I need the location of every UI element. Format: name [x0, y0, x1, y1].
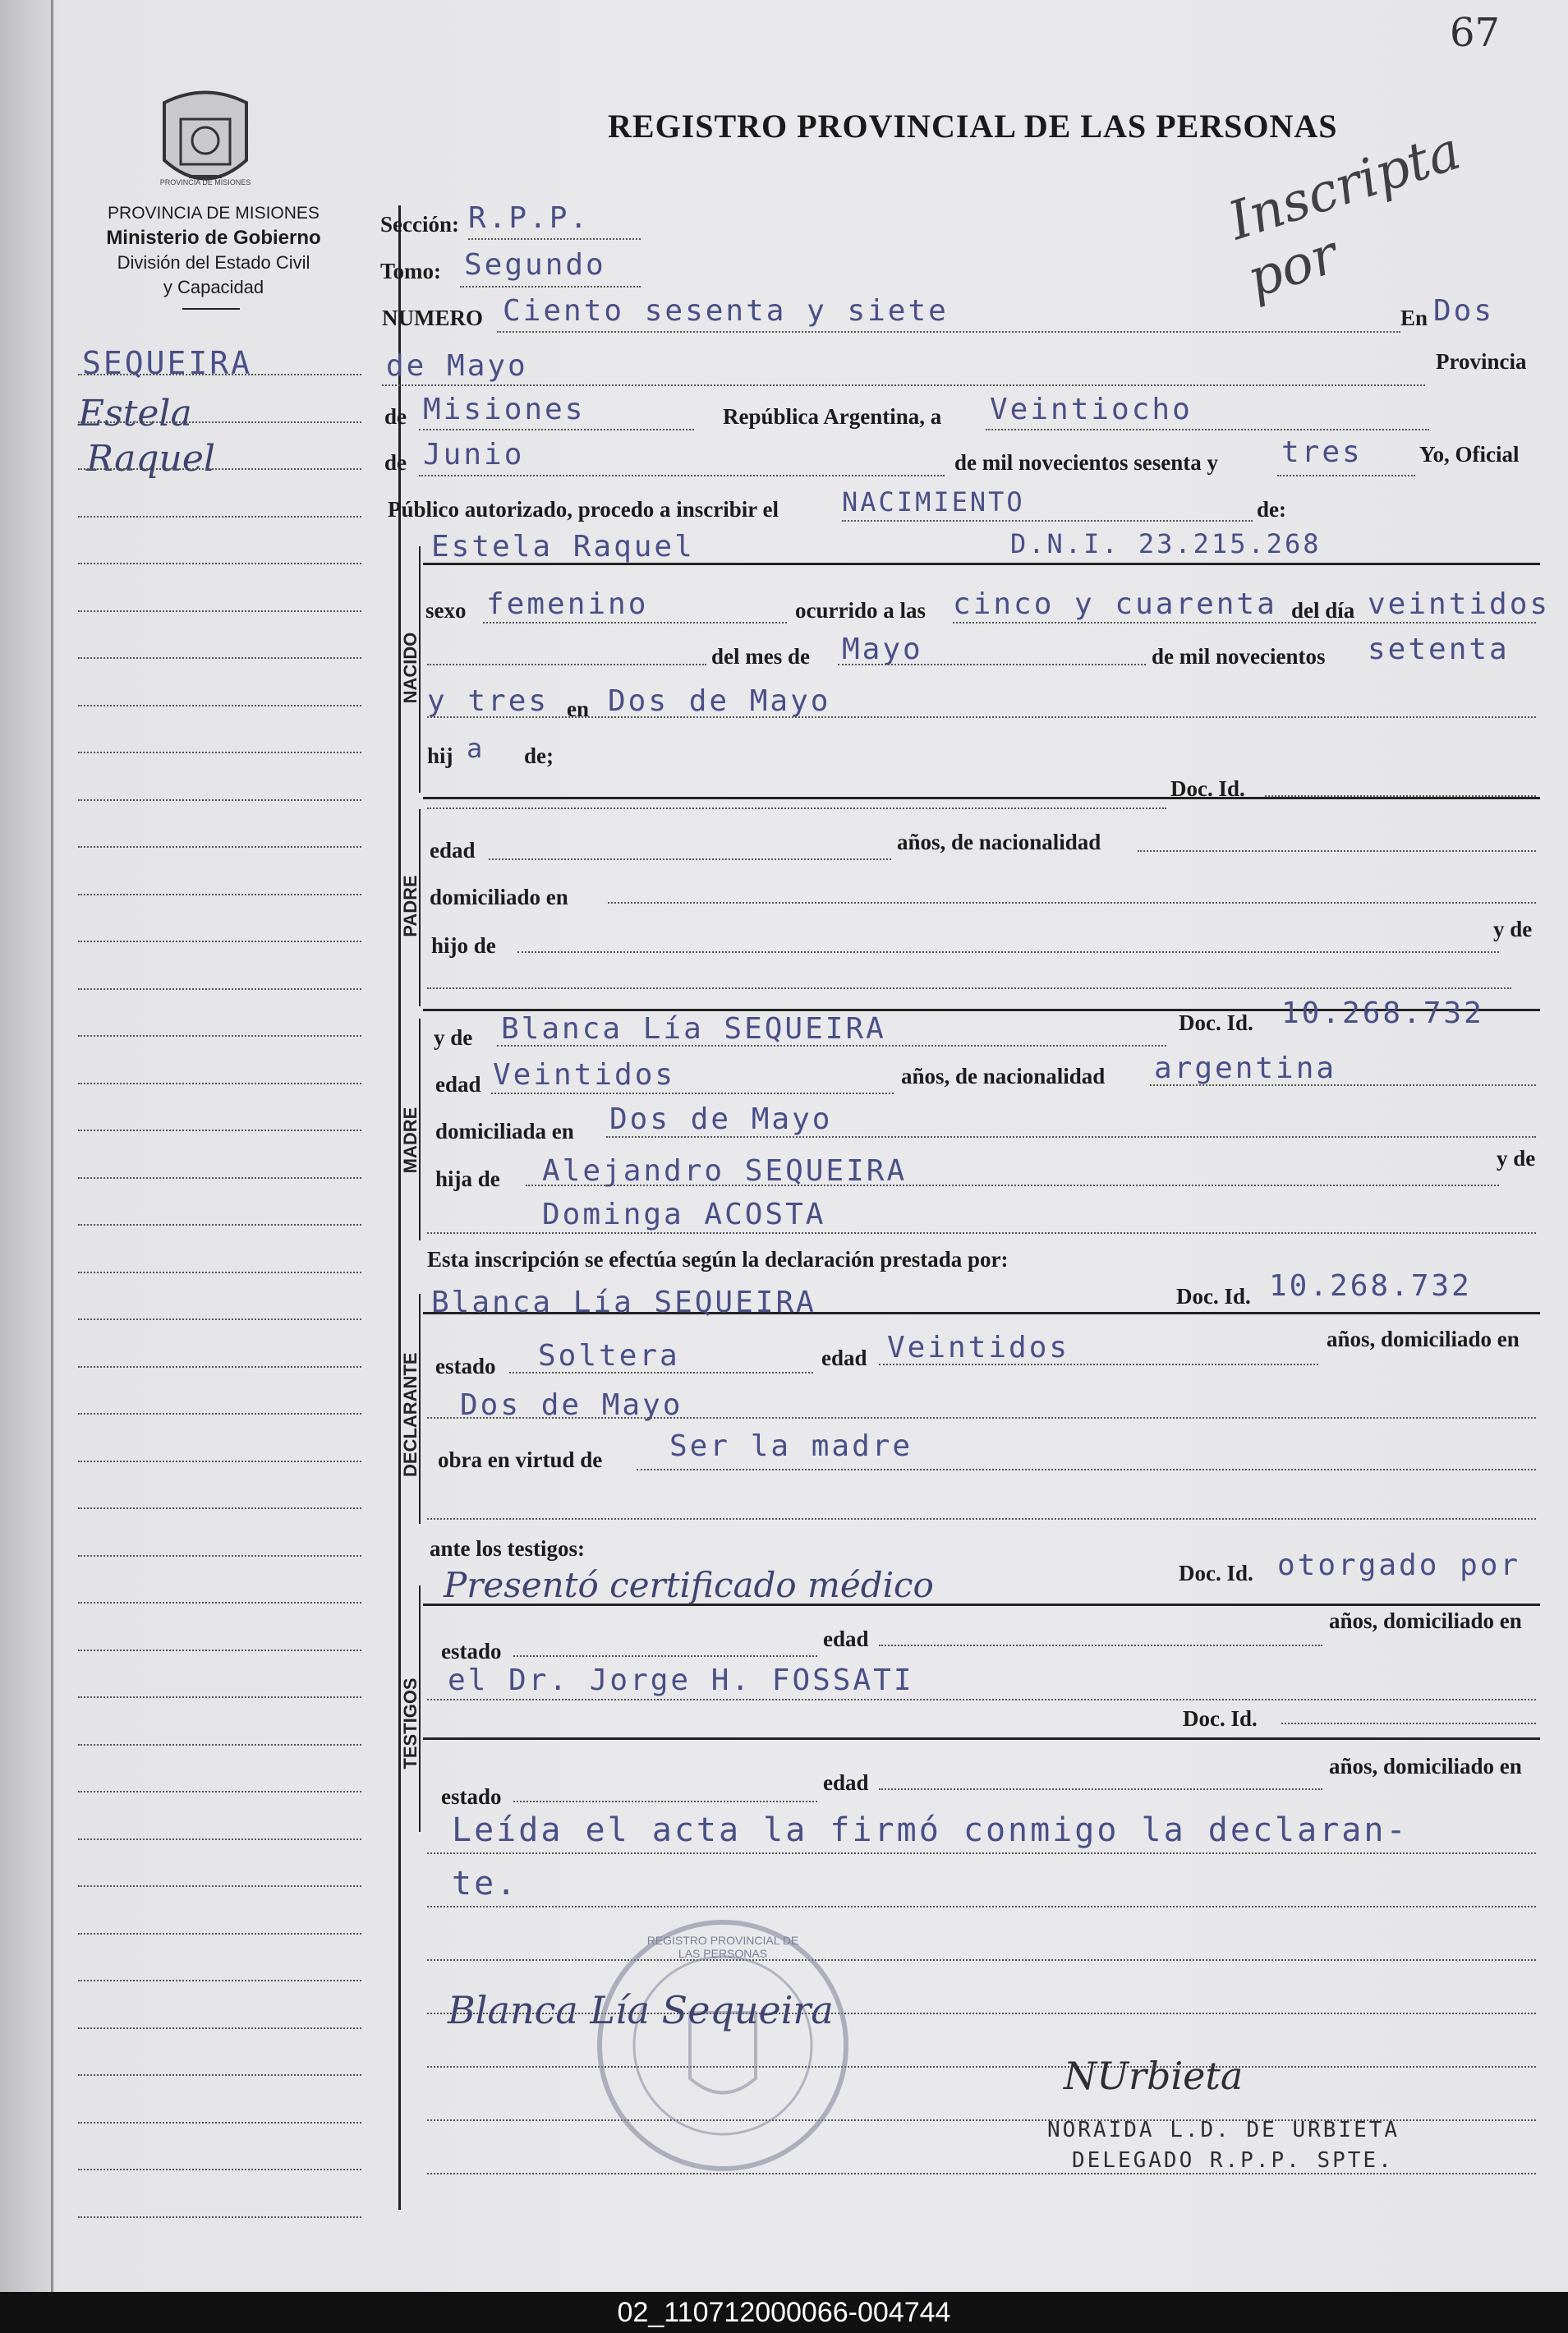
- margin-ruled-line: [78, 2074, 361, 2076]
- testigo-2-top-rule: [423, 1737, 1540, 1740]
- testigo-1-doc-label: Doc. Id.: [1179, 1561, 1253, 1585]
- ocurrido-label: ocurrido a las: [795, 598, 926, 623]
- mil-novecientos-label: de mil novecientos: [1152, 644, 1326, 669]
- testigo-1-dom-line: [427, 1699, 1536, 1700]
- sexo-value: femenino: [486, 587, 649, 621]
- declarante-dom-line: [427, 1417, 1536, 1419]
- margin-ruled-line: [78, 421, 361, 423]
- madre-edad-line: [491, 1093, 894, 1094]
- seccion-value: R.P.P.: [468, 201, 591, 235]
- sexo-label: sexo: [425, 598, 467, 623]
- de-mes-label: de: [384, 450, 407, 475]
- org-line-2: Ministerio de Gobierno: [106, 227, 321, 249]
- madre-nombre: Blanca Lía SEQUEIRA: [501, 1012, 886, 1046]
- lugar-line: [427, 716, 1536, 718]
- oficial-label: Yo, Oficial: [1419, 442, 1520, 467]
- margin-ruled-line: [78, 1224, 361, 1226]
- padre-hijo-label: hijo de: [431, 933, 496, 958]
- provincia-value: Misiones: [423, 393, 586, 426]
- margin-ruled-line: [78, 894, 361, 895]
- margin-ruled-line: [78, 1083, 361, 1084]
- testigo-2-estado-line: [513, 1801, 817, 1802]
- org-line-3: División del Estado Civil: [117, 252, 310, 273]
- org-divider: [182, 308, 240, 310]
- margin-ruled-line: [78, 1602, 361, 1604]
- image-caption: 02_110712000066-004744: [0, 2292, 1568, 2333]
- madre-hija-label: hija de: [435, 1166, 500, 1191]
- testigos-section-label: TESTIGOS: [400, 1677, 421, 1769]
- de-colon-label: de:: [1257, 497, 1286, 522]
- declarante-dom-label: años, domiciliado en: [1327, 1327, 1520, 1351]
- sexo-line: [483, 622, 787, 624]
- testigo-2-doc-label: Doc. Id.: [1183, 1706, 1258, 1731]
- nacido-dni: D.N.I. 23.215.268: [1010, 528, 1322, 559]
- madre-yde2-label: y de: [1497, 1146, 1536, 1171]
- testigos-intro: ante los testigos:: [430, 1536, 585, 1561]
- margin-ruled-line: [78, 374, 361, 375]
- testigo-2-edad-line: [879, 1788, 1322, 1790]
- madre-section-label: MADRE: [400, 1107, 421, 1174]
- margin-ruled-line: [78, 1177, 361, 1179]
- lugar-value: Dos de Mayo: [608, 684, 831, 718]
- page-number: 67: [1450, 10, 1501, 56]
- seal-label: PROVINCIA DE MISIONES: [159, 178, 251, 186]
- place-value-2: de Mayo: [386, 349, 528, 383]
- provincia-label: Provincia: [1436, 349, 1527, 374]
- declarante-edad-value: Veintidos: [887, 1331, 1070, 1364]
- declarante-intro: Esta inscripción se efectúa según la declaración prestada por:: [427, 1247, 1009, 1272]
- nacido-section-label: NACIDO: [400, 632, 421, 704]
- margin-given-name-2: Raquel: [86, 438, 215, 480]
- margin-ruled-line: [78, 1933, 361, 1935]
- margin-ruled-line: [78, 1980, 361, 1981]
- numero-value: Ciento sesenta y siete: [503, 294, 949, 328]
- margin-given-name-1: Estela: [78, 393, 192, 435]
- margin-ruled-line: [78, 1318, 361, 1320]
- cierre-texto-2: te.: [452, 1865, 519, 1903]
- margin-ruled-line: [78, 2122, 361, 2124]
- issuing-organization: [66, 201, 361, 300]
- testigo-1-estado-line: [513, 1655, 817, 1657]
- margin-ruled-line: [78, 1413, 361, 1415]
- madre-nacionalidad-value: argentina: [1154, 1051, 1337, 1085]
- anio-value-2: y tres: [427, 684, 549, 718]
- padre-edad-label: edad: [430, 838, 476, 863]
- anio-value-1: setenta: [1368, 633, 1510, 666]
- hora-line: [953, 622, 1536, 624]
- margin-ruled-line: [78, 1885, 361, 1887]
- nacido-doc-line-a: [427, 808, 1166, 809]
- acto-value: NACIMIENTO: [842, 486, 1025, 518]
- fecha-dia-line: [986, 429, 1429, 430]
- en-lugar-label: en: [567, 697, 589, 721]
- margin-ruled-line: [78, 1555, 361, 1557]
- margin-ruled-line: [78, 1791, 361, 1792]
- madre-nac-label: años, de nacionalidad: [901, 1064, 1106, 1088]
- official-stamp: [587, 1914, 858, 2177]
- margin-ruled-line: [78, 752, 361, 753]
- place-value-1: Dos: [1433, 294, 1495, 328]
- margin-ruled-line: [78, 1130, 361, 1131]
- margin-ruled-line: [78, 2216, 361, 2218]
- testigo-1-edad-label: edad: [823, 1627, 869, 1651]
- tomo-line: [460, 286, 641, 288]
- declarante-estado-value: Soltera: [538, 1339, 680, 1373]
- madre-doc-label: Doc. Id.: [1179, 1010, 1253, 1035]
- dia-value: veintidos: [1368, 587, 1551, 621]
- en-label: En: [1400, 306, 1428, 330]
- testigo-1-value: Presentó certificado médico: [444, 1565, 934, 1605]
- tomo-label: Tomo:: [380, 259, 442, 283]
- fecha-anio-value: tres: [1281, 435, 1363, 469]
- seccion-label: Sección:: [380, 212, 459, 237]
- testigo-2-edad-label: edad: [823, 1770, 869, 1795]
- del-dia-label: del día: [1291, 598, 1355, 623]
- madre-nombre-line: [497, 1045, 1166, 1047]
- oficial-nombre: NORAIDA L.D. DE URBIETA: [1047, 2118, 1400, 2142]
- margin-ruled-line: [78, 563, 361, 564]
- mes-value: Mayo: [842, 633, 923, 666]
- hij-suffix: a: [467, 733, 485, 764]
- margin-ruled-line: [78, 988, 361, 990]
- margin-ruled-line: [78, 1744, 361, 1746]
- firma-oficial: NUrbieta: [1064, 2054, 1244, 2098]
- madre-doc-value: 10.268.732: [1281, 996, 1484, 1030]
- madre-dom-label: domiciliada en: [435, 1119, 574, 1143]
- org-line-1: PROVINCIA DE MISIONES: [108, 204, 320, 223]
- provincia-line: [419, 429, 694, 430]
- margin-ruled-line: [78, 1461, 361, 1462]
- margin-ruled-line: [78, 1650, 361, 1651]
- margin-ruled-line: [78, 1366, 361, 1368]
- madre-domicilio-value: Dos de Mayo: [609, 1102, 833, 1136]
- fecha-dia-value: Veintiocho: [990, 393, 1193, 426]
- margin-ruled-line: [78, 1838, 361, 1840]
- oficial-cargo: DELEGADO R.P.P. SPTE.: [1072, 2148, 1394, 2173]
- madre-hija-line: [526, 1185, 1499, 1186]
- testigo-1-doc-value: otorgado por: [1277, 1548, 1521, 1582]
- padre-nac-label: años, de nacionalidad: [897, 830, 1101, 854]
- stamp-text: REGISTRO PROVINCIAL DE LAS PERSONAS: [646, 1934, 799, 1960]
- margin-ruled-line: [78, 516, 361, 518]
- cierre-texto-1: Leída el acta la firmó conmigo la declaran-: [452, 1811, 1409, 1849]
- padre-madre-line: [427, 987, 1511, 989]
- padre-nac-line: [1138, 850, 1536, 852]
- declarante-virtud-label: obra en virtud de: [438, 1447, 603, 1472]
- provincial-seal: [156, 86, 255, 201]
- margin-surname: SEQUEIRA: [82, 345, 253, 381]
- margin-ruled-line: [78, 846, 361, 848]
- margin-ruled-line: [78, 657, 361, 659]
- padre-edad-line: [489, 858, 891, 860]
- nacido-nombre: Estela Raquel: [431, 530, 695, 564]
- mil-label: de mil novecientos sesenta y: [954, 450, 1218, 475]
- testigo-1-line2: el Dr. Jorge H. FOSSATI: [448, 1663, 914, 1697]
- mes-pre-line: [427, 664, 706, 665]
- madre-madre-line: [427, 1232, 1536, 1234]
- madre-edad-label: edad: [435, 1072, 481, 1097]
- margin-ruled-line: [78, 610, 361, 612]
- testigo-2-dom-label: años, domiciliado en: [1329, 1754, 1522, 1779]
- testigo-2-estado-label: estado: [441, 1784, 502, 1809]
- margin-ruled-line: [78, 2027, 361, 2029]
- hij-label: hij: [427, 743, 453, 768]
- numero-line: [497, 331, 1400, 333]
- republica-label: República Argentina, a: [723, 404, 942, 429]
- padre-hijo-line: [517, 951, 1499, 953]
- declarante-nombre: Blanca Lía SEQUEIRA: [431, 1286, 816, 1319]
- testigo-2-doc-line: [1281, 1723, 1536, 1724]
- madre-nac-line: [1150, 1084, 1536, 1086]
- hij-de-label: de;: [524, 743, 554, 768]
- testigo-1-estado-label: estado: [441, 1639, 502, 1663]
- margin-ruled-line: [78, 705, 361, 706]
- page-binding-edge: [0, 0, 53, 2292]
- declarante-domicilio-value: Dos de Mayo: [460, 1388, 683, 1422]
- margin-ruled-line: [78, 2169, 361, 2170]
- padre-section-label: PADRE: [400, 875, 421, 937]
- declarante-section-label: DECLARANTE: [400, 1352, 421, 1477]
- madre-yde-label: y de: [434, 1025, 473, 1050]
- mes-label: del mes de: [711, 644, 810, 669]
- declarante-estado-line: [509, 1372, 813, 1374]
- declarante-doc-value: 10.268.732: [1269, 1269, 1472, 1303]
- declarante-doc-label: Doc. Id.: [1176, 1284, 1251, 1309]
- fecha-mes-line: [419, 475, 945, 476]
- tomo-value: Segundo: [464, 248, 606, 282]
- margin-ruled-line: [78, 1696, 361, 1698]
- declarante-estado-label: estado: [435, 1354, 496, 1378]
- cierre-line-1: [427, 1852, 1536, 1854]
- fecha-mes-value: Junio: [423, 438, 525, 472]
- firma-declarante: Blanca Lía Sequeira: [448, 1988, 834, 2032]
- padre-top-rule: [423, 797, 1540, 799]
- padre-dom-label: domiciliado en: [430, 885, 568, 909]
- testigo-1-edad-line: [879, 1645, 1322, 1646]
- mes-line: [838, 664, 1146, 665]
- testigo-1-dom-label: años, domiciliado en: [1329, 1608, 1522, 1633]
- madre-dom-line: [606, 1136, 1536, 1138]
- padre-dom-line: [608, 902, 1536, 904]
- margin-ruled-line: [78, 799, 361, 801]
- padre-yde-label: y de: [1493, 917, 1533, 941]
- declarante-extra-line: [427, 1518, 1536, 1520]
- publico-label: Público autorizado, procedo a inscribir el: [388, 497, 779, 522]
- madre-padre-value: Alejandro SEQUEIRA: [542, 1154, 908, 1188]
- seccion-line: [468, 238, 641, 240]
- hora-value: cinco y cuarenta: [953, 587, 1277, 621]
- madre-edad-value: Veintidos: [493, 1058, 676, 1092]
- declarante-virtud-value: Ser la madre: [669, 1429, 913, 1463]
- fecha-anio-line: [1277, 475, 1415, 476]
- margin-ruled-line: [78, 941, 361, 942]
- margin-ruled-line: [78, 1035, 361, 1037]
- margin-ruled-line: [78, 1272, 361, 1273]
- nacido-doc-label: Doc. Id.: [1170, 776, 1245, 801]
- page-title: REGISTRO PROVINCIAL DE LAS PERSONAS: [608, 108, 1338, 145]
- margin-ruled-line: [78, 468, 361, 470]
- inscription-signature: Inscripta por: [1221, 120, 1468, 311]
- madre-madre-value: Dominga ACOSTA: [542, 1198, 826, 1231]
- cierre-line-2: [427, 1906, 1536, 1907]
- de-label: de: [384, 404, 407, 429]
- margin-ruled-line: [78, 1507, 361, 1509]
- place-line: [382, 384, 1425, 386]
- org-line-4: y Capacidad: [163, 277, 264, 297]
- acto-line: [842, 520, 1253, 522]
- numero-label: NUMERO: [382, 306, 483, 330]
- declarante-edad-label: edad: [821, 1346, 867, 1370]
- declarante-edad-line: [879, 1364, 1318, 1365]
- declarante-virtud-line: [637, 1469, 1536, 1470]
